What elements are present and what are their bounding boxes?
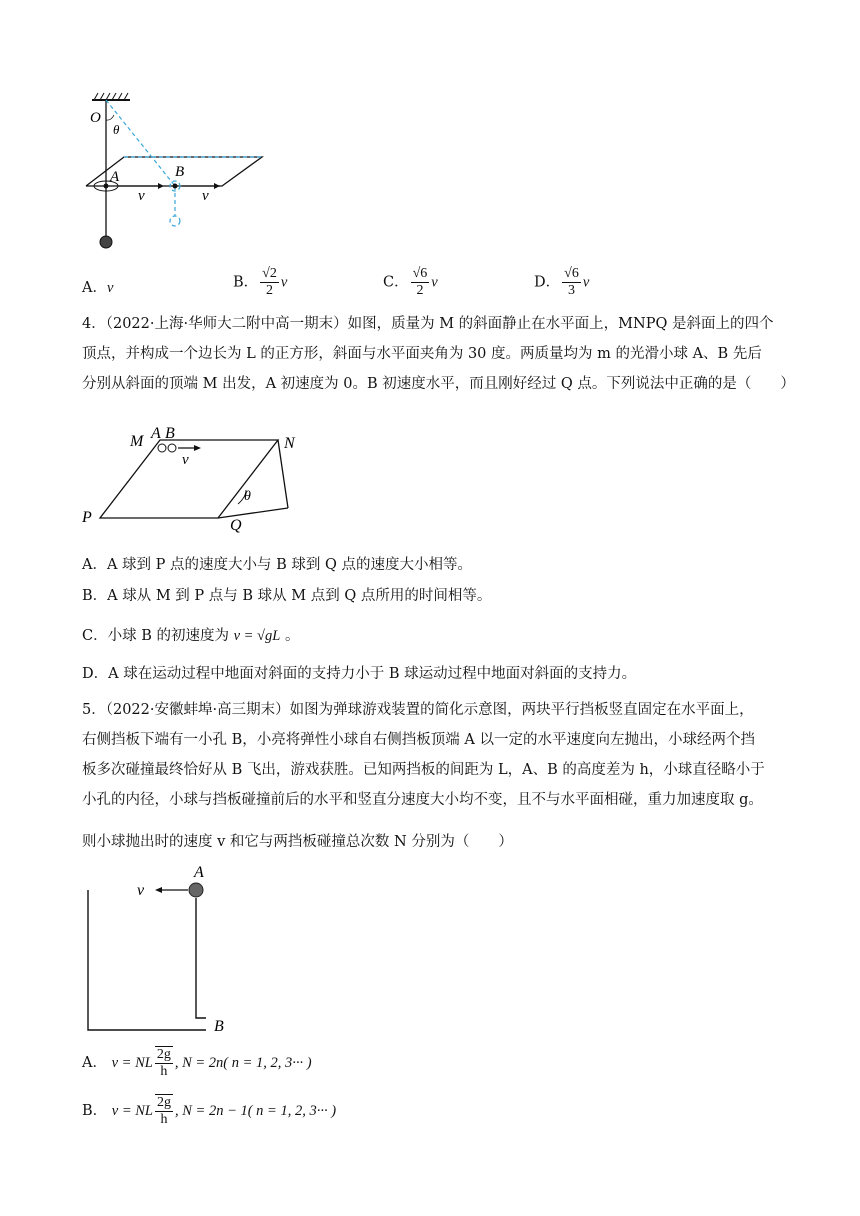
fraction: $\frac{2g}{h}$ (156, 1047, 171, 1079)
fraction: $\frac{2g}{h}$ (156, 1095, 171, 1127)
q5-stem-line-4: 小孔的内径，小球与挡板碰撞前后的水平和竖直分速度大小均不变，且不与水平面相碰，重力加速度取 g。 (82, 792, 763, 808)
formula: v = √gL (233, 628, 281, 644)
q5-stem-line-1: 5．（2022·安徽蚌埠·高三期末）如图为弹球游戏装置的简化示意图，两块平行挡板竖直固定在水平面上， (82, 702, 754, 718)
q5-label-B: B (214, 1018, 224, 1035)
q5-stem-line-3: 板多次碰撞最终恰好从 B 飞出，游戏获胜。已知两挡板的间距为 L，A、B 的高度差为 h，小球直径略小于 (82, 762, 765, 778)
q4-stem-line-2: 顶点，并构成一个边长为 L 的正方形，斜面与水平面夹角为 30 度。两质量均为 m 的光滑小球 A、B 先后 (82, 346, 762, 362)
q5-option-a: A． v = NL $\frac{2g}{h}$ , N = 2n( n = 1, 2, 3··· ) (82, 1047, 312, 1079)
q4-label-theta: θ (244, 489, 251, 504)
q3-label-theta: θ (113, 122, 120, 137)
q3-figure (80, 90, 280, 260)
q4-option-c: C．小球 B 的初速度为 v = √gL 。 (82, 628, 300, 644)
q4-label-M: M (130, 433, 144, 450)
q4-option-b: B．A 球从 M 到 P 点与 B 球从 M 点到 Q 点所用的时间相等。 (82, 588, 492, 604)
q5-option-b: B． v = NL $\frac{2g}{h}$ , N = 2n − 1( n = 1, 2, 3··· ) (82, 1095, 337, 1127)
fraction: $\frac{√6}{2}$ (412, 266, 428, 298)
q3-label-v2: v (202, 188, 209, 204)
q4-label-v: v (182, 452, 189, 468)
q3-label-O: O (90, 110, 101, 126)
q4-stem-line-1: 4．（2022·上海·华师大二附中高一期末）如图，质量为 M 的斜面静止在水平面上，MNPQ 是斜面上的四个 (82, 316, 774, 332)
q4-label-A: A (151, 425, 161, 442)
q5-stem-line-2: 右侧挡板下端有一小孔 B，小亮将弹性小球自右侧挡板顶端 A 以一定的水平速度向左抛出，小球经两个挡 (82, 732, 755, 748)
q3-option-b: B． $\frac{√2}{2}$ v (233, 266, 288, 298)
q3-option-a: A．v (82, 280, 114, 296)
q5-label-v: v (137, 882, 145, 899)
q4-label-Q: Q (230, 517, 242, 534)
q4-option-a: A．A 球到 P 点的速度大小与 B 球到 Q 点的速度大小相等。 (82, 557, 473, 573)
q5-label-A: A (194, 864, 204, 881)
q4-label-N: N (284, 435, 295, 452)
q5-figure (80, 860, 240, 1040)
fraction: $\frac{√6}{3}$ (564, 266, 579, 298)
q3-label-B: B (175, 164, 185, 180)
q4-figure (78, 418, 318, 538)
fraction: $\frac{√2}{2}$ (262, 266, 277, 298)
q4-stem-line-3: 分别从斜面的顶端 M 出发，A 初速度为 0。B 初速度水平，而且刚好经过 Q 点。下列说法中正确的是（ ） (82, 376, 795, 392)
q3-option-c: C． $\frac{√6}{2}$ v (383, 266, 438, 298)
q3-option-d: D． $\frac{√6}{3}$ v (534, 266, 590, 298)
q3-label-v1: v (138, 188, 145, 204)
q4-option-d: D．A 球在运动过程中地面对斜面的支持力小于 B 球运动过程中地面对斜面的支持力。 (82, 666, 637, 682)
q3-label-A: A (110, 169, 120, 185)
q4-label-B: B (165, 425, 175, 442)
q4-label-P: P (82, 509, 92, 526)
q5-stem-line-5: 则小球抛出时的速度 v 和它与两挡板碰撞总次数 N 分别为（ ） (82, 834, 513, 850)
